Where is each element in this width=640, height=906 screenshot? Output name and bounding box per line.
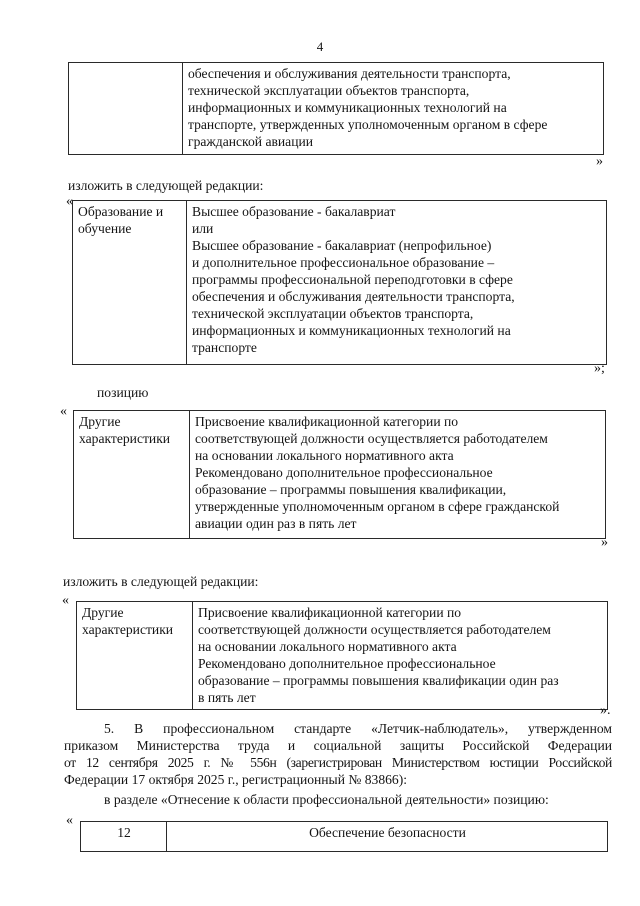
cell-line: и дополнительное профессиональное образование – [192,255,495,270]
cell-line: на основании локального нормативного акта [195,448,454,463]
table-cell-left [73,201,187,365]
closing-quote: » [596,154,603,169]
cell-line: или [192,221,214,236]
cell-line: Высшее образование - бакалавриат [192,204,396,219]
table-cell-right [187,201,607,365]
paragraph-line: 5. В профессиональном стандарте «Летчик-наблюдатель», утвержденном [104,721,612,736]
cell-line: информационных и коммуникационных технологий на [188,100,507,115]
activity-name: Обеспечение безопасности [167,822,608,852]
cell-line: программы профессиональной переподготовки в сфере [192,272,513,287]
section-line: в разделе «Отнесение к области профессиональной деятельности» позицию: [104,792,549,807]
closing-quote: » [601,535,608,550]
cell-line: технической эксплуатации объектов транспорта, [188,83,470,98]
table-cell-right [190,411,606,539]
closing-quote: »; [594,361,605,376]
cell-line: технической эксплуатации объектов транспорта, [192,306,474,321]
cell-line: Рекомендовано дополнительное профессиональное [195,465,493,480]
position-word: позицию [97,385,149,400]
instruction-text: изложить в следующей редакции: [68,178,264,193]
table-cell-left [77,602,193,710]
table-other-characteristics-old [73,410,606,539]
table-cell-right [193,602,608,710]
table-continuation [68,62,604,155]
cell-line: образование – программы повышения квалификации один раз [198,673,559,688]
table-other-characteristics-new [76,601,608,710]
table-cell-left-empty [69,63,183,155]
paragraph-5 [64,720,612,788]
opening-quote: « [66,813,73,828]
page-number: 4 [316,39,324,54]
cell-line: Присвоение квалификационной категории по [198,605,462,620]
opening-quote: « [66,194,73,209]
cell-line: соответствующей должности осуществляется работодателем [195,431,548,446]
cell-line: Другие [79,414,121,429]
paragraph-line: Федерации 17 октября 2025 г., регистрационный № 83866): [64,772,408,787]
cell-line: утвержденные уполномоченным органом в сфере гражданской [195,499,560,514]
cell-line: характеристики [79,431,171,446]
cell-line: транспорте, утвержденных уполномоченным органом в сфере [188,117,548,132]
paragraph-line: приказом Министерства труда и социальной защиты Российской Федерации [64,738,612,753]
table-cell-right [183,63,604,155]
cell-line: информационных и коммуникационных технологий на [192,323,511,338]
cell-line: характеристики [82,622,174,637]
cell-line: транспорте [192,340,257,355]
cell-line: соответствующей должности осуществляется работодателем [198,622,551,637]
cell-line: Другие [82,605,124,620]
table-activity-area [80,821,608,852]
activity-code: 12 [81,822,167,852]
cell-line: гражданской авиации [188,134,314,149]
paragraph-line: от 12 сентября 2025 г. № 556н (зарегистрирован Министерством юстиции Российской [64,755,612,770]
cell-line: образование – программы повышения квалификации, [195,482,507,497]
closing-quote: ». [600,703,611,718]
cell-line: авиации один раз в пять лет [195,516,357,531]
cell-line: Образование и [78,204,164,219]
instruction-text: изложить в следующей редакции: [63,574,259,589]
cell-line: обучение [78,221,132,236]
opening-quote: « [62,593,69,608]
cell-line: обеспечения и обслуживания деятельности транспорта, [188,66,511,81]
cell-line: Рекомендовано дополнительное профессиональное [198,656,496,671]
table-education [72,200,607,365]
cell-line: обеспечения и обслуживания деятельности транспорта, [192,289,515,304]
opening-quote: « [60,404,67,419]
cell-line: в пять лет [198,690,256,705]
cell-line: на основании локального нормативного акта [198,639,457,654]
cell-line: Присвоение квалификационной категории по [195,414,459,429]
table-cell-left [74,411,190,539]
cell-line: Высшее образование - бакалавриат (непрофильное) [192,238,492,253]
